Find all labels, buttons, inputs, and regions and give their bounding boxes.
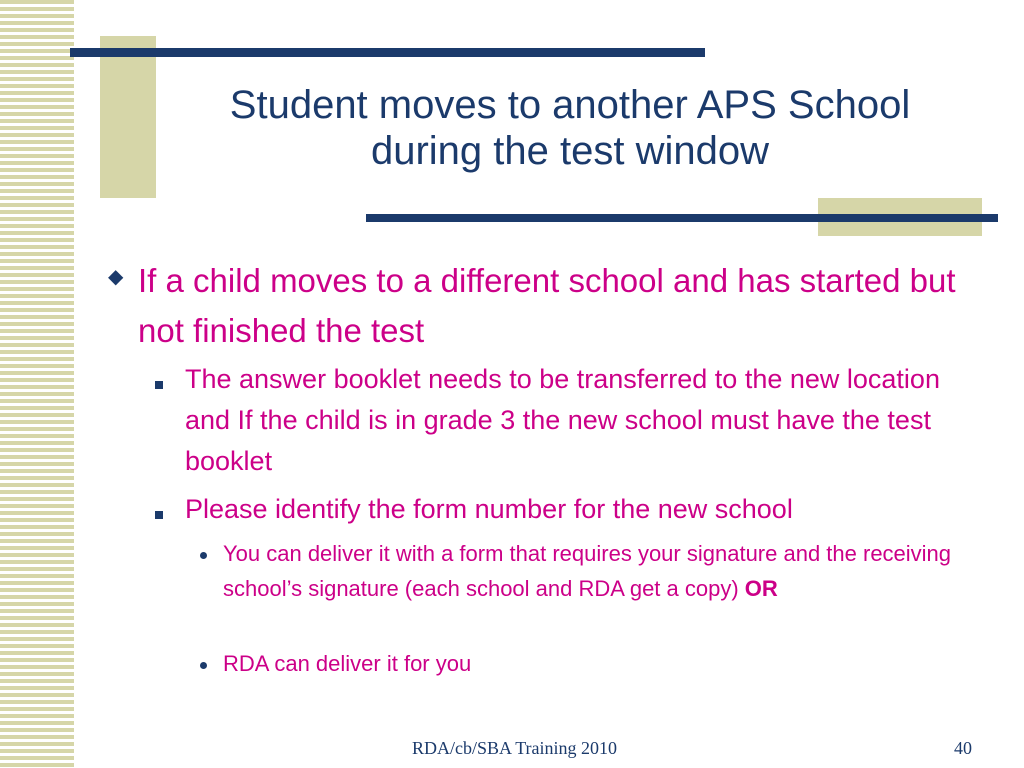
bullet-level3-body: You can deliver it with a form that requires your signature and the receiving school’s signature (each school and RDA get a copy) <box>223 541 952 601</box>
slide-title <box>160 82 980 174</box>
lower-accent-bar <box>366 214 998 222</box>
title-accent-block <box>100 36 156 198</box>
or-emphasis: OR <box>744 576 778 601</box>
page-number: 40 <box>954 738 972 758</box>
square-bullet-icon <box>155 511 163 519</box>
bullet-level1-text: If a child moves to a different school and has started but not finished the test <box>138 262 956 349</box>
title-line-2: during the test window <box>370 129 769 173</box>
title-line-1: Student moves to another APS School <box>229 83 911 127</box>
bullet-level2-text: Please identify the form number for the new school <box>185 494 793 524</box>
striped-margin-decoration <box>0 0 74 768</box>
square-bullet-icon <box>155 381 163 389</box>
diamond-bullet-icon: ◆ <box>108 266 124 288</box>
bullet-level2-text: The answer booklet needs to be transferred to the new location and If the child is in grade 3 the new school must have the test booklet <box>185 364 940 476</box>
bullet-level3-text <box>223 536 983 606</box>
top-accent-bar <box>70 48 705 57</box>
bullet-level3-text: RDA can deliver it for you <box>223 651 472 676</box>
round-bullet-icon <box>200 662 207 669</box>
round-bullet-icon <box>200 552 207 559</box>
footer-text: RDA/cb/SBA Training 2010 <box>412 738 618 758</box>
